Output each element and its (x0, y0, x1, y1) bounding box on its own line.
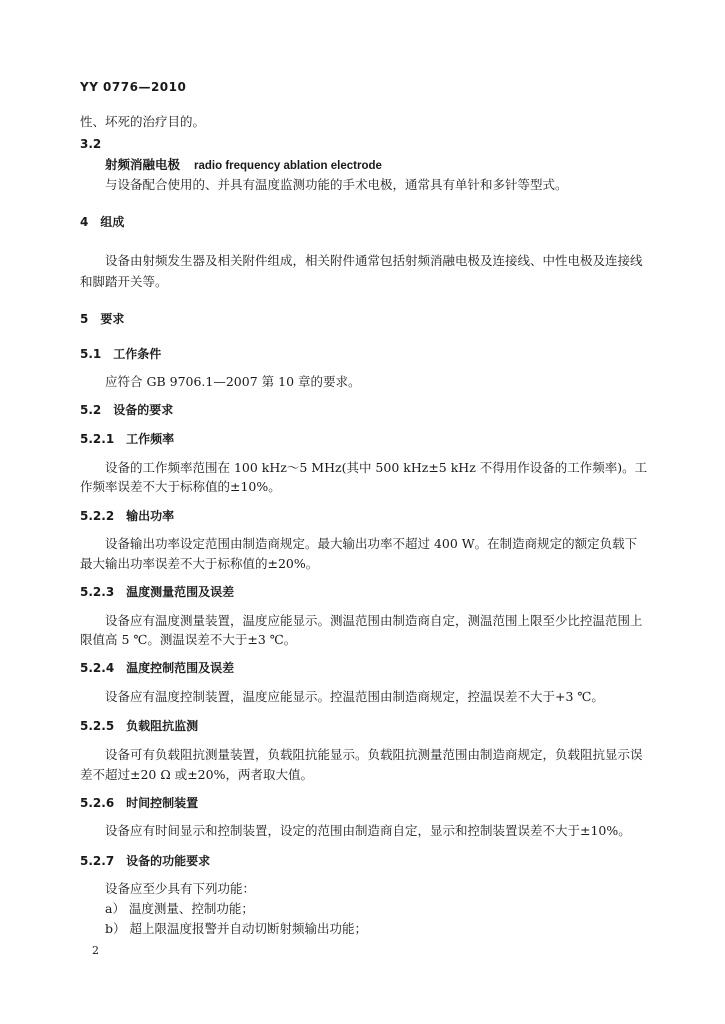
document-code-header: YY 0776—2010 (80, 80, 187, 94)
section-title: 温度控制范围及误差 (126, 661, 235, 675)
section-title: 组成 (100, 215, 125, 229)
paragraph-line: 设备由射频发生器及相关附件组成，相关附件通常包括射频消融电极及连接线、中性电极及连接线 (105, 253, 643, 268)
page-number: 2 (92, 944, 99, 957)
section-number: 5.2.5 (80, 719, 115, 733)
term-english: radio frequency ablation electrode (194, 160, 382, 172)
section-heading-5-2-7 (80, 853, 210, 869)
section-number: 5.2.3 (80, 585, 115, 599)
list-item: b） 超上限温度报警并自动切断射频输出功能； (105, 921, 367, 936)
paragraph-line: 设备应有时间显示和控制装置，设定的范围由制造商自定，显示和控制装置误差不大于±10%。 (105, 823, 631, 838)
paragraph-line: 应符合 GB 9706.1—2007 第 10 章的要求。 (105, 374, 361, 389)
paragraph-line: 差不超过±20 Ω 或±20%，两者取大值。 (80, 767, 313, 782)
section-number-3-2: 3.2 (80, 137, 102, 151)
term-definition-heading (105, 157, 382, 174)
section-title: 要求 (100, 312, 125, 326)
section-number: 5.2.4 (80, 661, 115, 675)
section-number: 5.1 (80, 347, 102, 361)
paragraph-line: 设备的工作频率范围在 100 kHz～5 MHz(其中 500 kHz±5 kHz 不得用作设备的工作频率)。工 (105, 460, 648, 475)
section-title: 温度测量范围及误差 (126, 585, 235, 599)
paragraph-line: 设备可有负载阻抗测量装置，负载阻抗能显示。负载阻抗测量范围由制造商规定，负载阻抗显示误 (105, 747, 643, 762)
section-heading-5-1 (80, 346, 161, 362)
paragraph-line: 限值高 5 ℃。测温误差不大于±3 ℃。 (80, 632, 297, 647)
list-item: a） 温度测量、控制功能； (105, 901, 254, 916)
section-number: 5.2 (80, 403, 102, 417)
section-title: 工作频率 (126, 432, 175, 446)
section-heading-5-2-2 (80, 508, 174, 524)
paragraph-line: 设备应至少具有下列功能： (105, 881, 256, 896)
section-heading-5-2 (80, 402, 173, 418)
section-title: 负载阻抗监测 (126, 719, 199, 733)
section-heading-4 (80, 214, 124, 230)
section-heading-5-2-6 (80, 795, 198, 811)
paragraph-line: 设备应有温度测量装置，温度应能显示。测温范围由制造商自定，测温范围上限至少比控温范围上 (105, 613, 643, 628)
paragraph-line: 设备应有温度控制装置，温度应能显示。控温范围由制造商规定，控温误差不大于+3 ℃。 (105, 689, 604, 704)
section-number: 5 (80, 312, 89, 326)
section-title: 工作条件 (113, 347, 162, 361)
paragraph-line: 设备输出功率设定范围由制造商规定。最大输出功率不超过 400 W。在制造商规定的额定负载下 (105, 536, 638, 551)
section-heading-5-2-5 (80, 718, 198, 734)
section-heading-5-2-4 (80, 660, 234, 676)
section-number: 5.2.7 (80, 854, 115, 868)
section-title: 时间控制装置 (126, 796, 199, 810)
term-chinese: 射频消融电极 (105, 157, 181, 172)
section-heading-5-2-1 (80, 431, 174, 447)
paragraph-line: 作频率误差不大于标称值的±10%。 (80, 479, 281, 494)
section-heading-5-2-3 (80, 584, 234, 600)
term-definition-text: 与设备配合使用的、并具有温度监测功能的手术电极，通常具有单针和多针等型式。 (105, 177, 568, 192)
section-title: 设备的要求 (113, 403, 174, 417)
paragraph-line: 性、坏死的治疗目的。 (80, 114, 206, 129)
section-title: 设备的功能要求 (126, 854, 211, 868)
section-number: 5.2.2 (80, 509, 115, 523)
section-number: 5.2.1 (80, 432, 115, 446)
section-number: 5.2.6 (80, 796, 115, 810)
paragraph-line: 最大输出功率误差不大于标称值的±20%。 (80, 556, 319, 571)
paragraph-line: 和脚踏开关等。 (80, 274, 168, 289)
section-heading-5 (80, 311, 124, 327)
section-number: 4 (80, 215, 89, 229)
section-title: 输出功率 (126, 509, 175, 523)
